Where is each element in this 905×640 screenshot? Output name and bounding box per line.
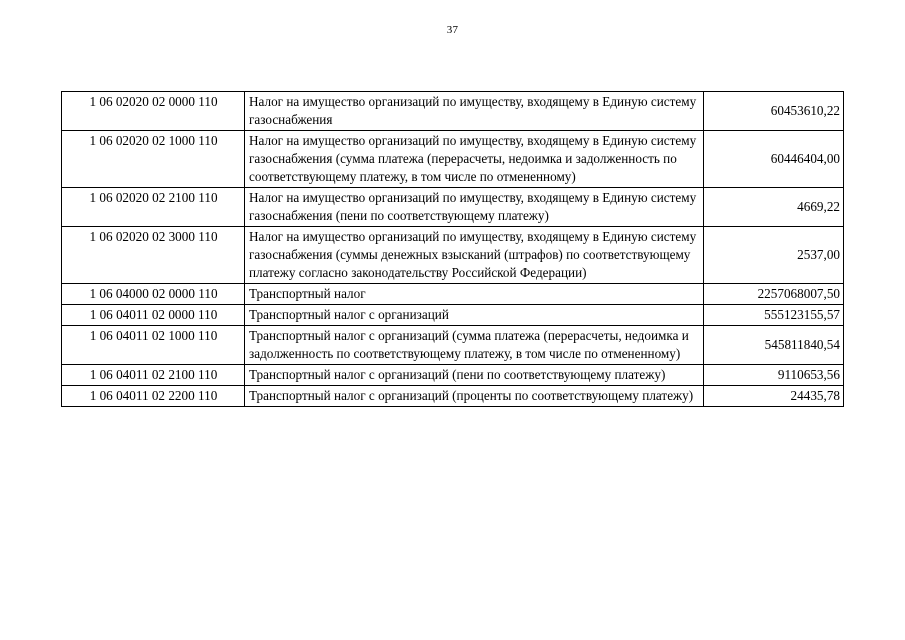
row-name: Налог на имущество организаций по имуществу, входящему в Единую систему газоснабжения (сумма платежа (перерасчеты, недоимка и задолженность по соответствующему платежу, в том числе по отмененному) <box>245 131 704 188</box>
row-code: 1 06 02020 02 1000 110 <box>62 131 245 188</box>
row-code: 1 06 04011 02 0000 110 <box>62 305 245 326</box>
row-name: Транспортный налог с организаций (проценты по соответствующему платежу) <box>245 386 704 407</box>
table-row <box>62 92 844 131</box>
row-amount: 24435,78 <box>704 386 844 407</box>
row-name: Транспортный налог с организаций (сумма платежа (перерасчеты, недоимка и задолженность по соответствующему платежу, в том числе по отмененному) <box>245 326 704 365</box>
row-amount: 9110653,56 <box>704 365 844 386</box>
row-code: 1 06 04011 02 2200 110 <box>62 386 245 407</box>
table-row <box>62 326 844 365</box>
row-amount: 60453610,22 <box>704 92 844 131</box>
row-code: 1 06 02020 02 0000 110 <box>62 92 245 131</box>
table-row <box>62 305 844 326</box>
table-row <box>62 365 844 386</box>
table-row <box>62 284 844 305</box>
table-row <box>62 188 844 227</box>
row-amount: 60446404,00 <box>704 131 844 188</box>
table-row <box>62 227 844 284</box>
table-row <box>62 386 844 407</box>
row-code: 1 06 04011 02 2100 110 <box>62 365 245 386</box>
row-amount: 4669,22 <box>704 188 844 227</box>
row-name: Налог на имущество организаций по имуществу, входящему в Единую систему газоснабжения (пени по соответствующему платежу) <box>245 188 704 227</box>
row-amount: 555123155,57 <box>704 305 844 326</box>
row-name: Налог на имущество организаций по имуществу, входящему в Единую систему газоснабжения (суммы денежных взысканий (штрафов) по соответствующему платежу согласно законодательству Российской Федерации) <box>245 227 704 284</box>
row-amount: 2537,00 <box>704 227 844 284</box>
row-code: 1 06 02020 02 3000 110 <box>62 227 245 284</box>
revenue-table <box>61 91 844 407</box>
row-code: 1 06 04000 02 0000 110 <box>62 284 245 305</box>
row-name: Транспортный налог <box>245 284 704 305</box>
row-amount: 545811840,54 <box>704 326 844 365</box>
table-row <box>62 131 844 188</box>
row-code: 1 06 04011 02 1000 110 <box>62 326 245 365</box>
row-name: Транспортный налог с организаций <box>245 305 704 326</box>
row-amount: 2257068007,50 <box>704 284 844 305</box>
row-code: 1 06 02020 02 2100 110 <box>62 188 245 227</box>
row-name: Транспортный налог с организаций (пени по соответствующему платежу) <box>245 365 704 386</box>
row-name: Налог на имущество организаций по имуществу, входящему в Единую систему газоснабжения <box>245 92 704 131</box>
page-number: 37 <box>446 24 459 36</box>
